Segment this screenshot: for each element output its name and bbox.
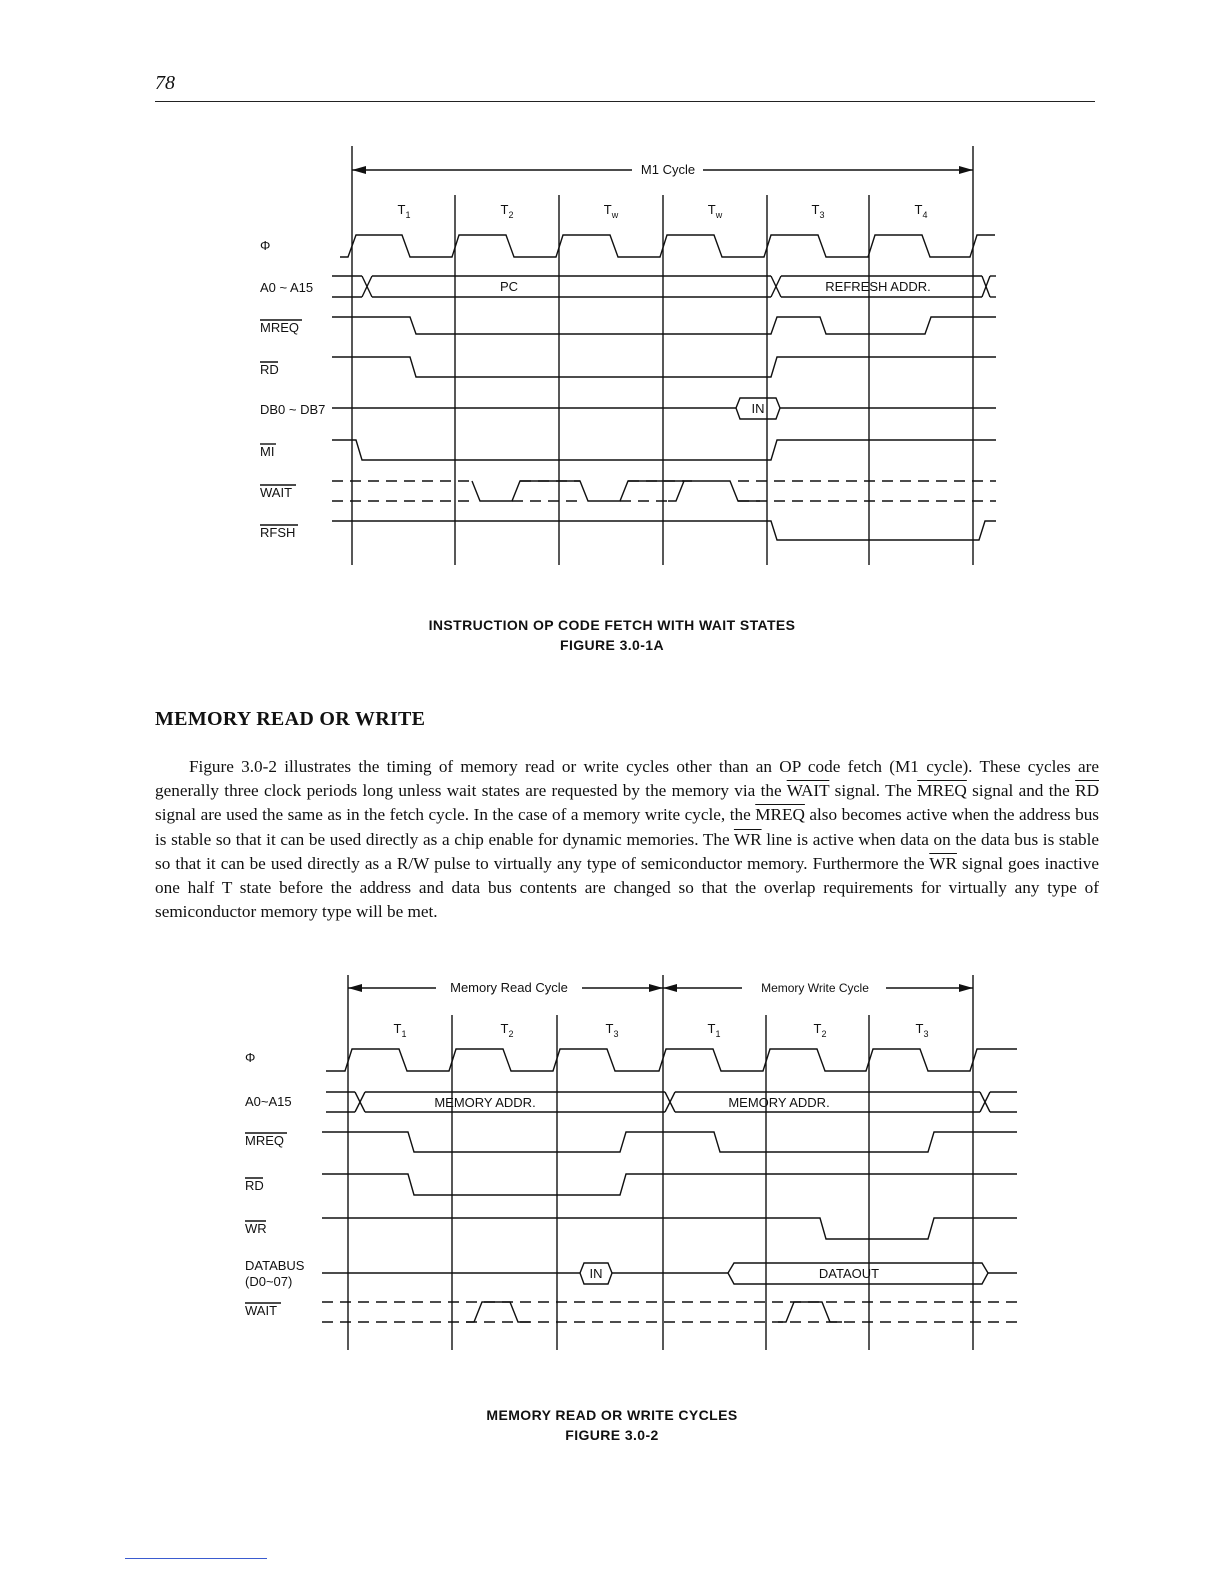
wait-signal-label: WAIT	[260, 485, 293, 500]
paragraph-text: signal. The	[829, 781, 918, 801]
wait-signal-label: WAIT	[245, 1303, 278, 1318]
t-state-label: T	[811, 202, 820, 217]
svg-text:T3	[916, 1021, 929, 1039]
in-data-label: IN	[751, 401, 765, 416]
figure-1-caption-title: INSTRUCTION OP CODE FETCH WITH WAIT STATES	[428, 617, 796, 633]
figure-2-caption-number: FIGURE 3.0-2	[565, 1427, 659, 1443]
t-state-label: T	[914, 202, 923, 217]
t-state-sub: 2	[508, 210, 514, 220]
mreq-waveform	[332, 317, 996, 334]
t-state-sub: 3	[819, 210, 825, 220]
clock-waveform	[326, 1049, 1017, 1071]
t-state-sub: 3	[923, 1029, 929, 1039]
wr-waveform	[322, 1218, 1017, 1239]
mreq-waveform	[322, 1132, 1017, 1152]
address-signal-label: A0 ~ A15	[260, 280, 314, 295]
svg-text:T3	[812, 202, 825, 220]
paragraph-text: also becomes active when the address bus is stable so that it can be used directly as a chip enable for dynamic memories. The	[155, 805, 1099, 849]
mreq-signal-label: MREQ	[245, 1133, 284, 1148]
page-number: 78	[155, 72, 175, 94]
data-bus-signal-label: DB0 ~ DB7	[260, 402, 326, 417]
svg-text:T2	[501, 1021, 514, 1039]
svg-text:T2	[501, 202, 514, 220]
t-state-label: T	[500, 1021, 509, 1036]
in-data-label: IN	[589, 1266, 603, 1281]
t-state-sub: 4	[922, 210, 928, 220]
paragraph-text: line is active when data on the data bus is stable so that it can be used directly as a R/W pulse to virtually any type of semiconductor memory. Furthermore the	[155, 829, 1099, 873]
svg-text:Tw	[708, 202, 723, 220]
databus-signal-sublabel: (D0~07)	[245, 1274, 293, 1289]
svg-text:T2	[814, 1021, 827, 1039]
t-state-label: T	[915, 1021, 924, 1036]
footer-link-rule	[125, 1558, 267, 1559]
read-address-bus-label: MEMORY ADDR.	[434, 1095, 536, 1110]
wait-waveform	[322, 1302, 1017, 1322]
write-address-bus-label: MEMORY ADDR.	[728, 1095, 830, 1110]
t-state-label: T	[393, 1021, 402, 1036]
t-state-label: T	[605, 1021, 614, 1036]
address-bus-waveform	[326, 1092, 1017, 1112]
pc-bus-label: PC	[499, 279, 519, 294]
data-bus-waveform	[322, 1263, 1017, 1284]
t-state-label: T	[707, 1021, 716, 1036]
paragraph-signal-wr: $\overline{WR}$	[929, 853, 957, 873]
clock-waveform	[340, 235, 995, 257]
svg-text:T1	[394, 1021, 407, 1039]
clock-signal-label: Φ	[245, 1050, 256, 1065]
paragraph-signal-rd: $\overline{RD}$	[1075, 781, 1099, 801]
rd-waveform	[322, 1174, 1017, 1195]
header-rule	[155, 101, 1095, 102]
rfsh-waveform	[332, 521, 996, 540]
mreq-signal-label: MREQ	[260, 320, 299, 335]
address-signal-label: A0~A15	[245, 1094, 292, 1109]
rd-signal-label: RD	[260, 362, 279, 377]
wait-waveform	[332, 481, 996, 501]
paragraph-text: signal are used the same as in the fetch cycle. In the case of a memory write cycle, the	[155, 805, 756, 825]
paragraph-text: signal and the	[966, 781, 1076, 801]
t-state-sub: 3	[613, 1029, 619, 1039]
t-state-sub: 2	[821, 1029, 827, 1039]
t-state-label: T	[603, 202, 612, 217]
svg-text:T4	[915, 202, 928, 220]
wr-signal-label: WR	[245, 1221, 267, 1236]
dataout-label: DATAOUT	[818, 1266, 880, 1281]
timing-diagram-fig-3-0-2	[0, 970, 1224, 1360]
data-bus-waveform	[332, 398, 996, 419]
timing-diagram-fig-3-0-1a	[0, 140, 1224, 580]
t-state-sub: 2	[508, 1029, 514, 1039]
figure-1-caption-number: FIGURE 3.0-1A	[560, 637, 664, 653]
paragraph-signal-wr: $\overline{WR}$	[733, 829, 762, 849]
rd-waveform	[332, 357, 996, 377]
refresh-address-bus-label: REFRESH ADDR.	[825, 279, 931, 294]
svg-text:T1	[708, 1021, 721, 1039]
t-state-label: T	[813, 1021, 822, 1036]
t-state-label: T	[707, 202, 716, 217]
rd-signal-label: RD	[245, 1178, 264, 1193]
paragraph-text: Figure 3.0-2 illustrates the timing of memory read or write cycles other than an OP code fetch (M1 cycle). These cycles are generally three clock periods long unless wait states are requested by the memory via the	[155, 757, 1099, 801]
m1-waveform	[332, 440, 996, 460]
t-state-label: T	[500, 202, 509, 217]
m1-cycle-label: M1 Cycle	[640, 162, 696, 177]
t-state-label: T	[397, 202, 406, 217]
paragraph-signal-mreq: MREQ	[755, 805, 805, 825]
t-state-sub: 1	[715, 1029, 721, 1039]
svg-text:Tw	[604, 202, 619, 220]
t-state-sub: 1	[405, 210, 411, 220]
memory-read-cycle-label: Memory Read Cycle	[450, 980, 568, 995]
body-paragraph	[155, 755, 1099, 924]
t-state-sub: 1	[401, 1029, 407, 1039]
figure-2-caption-title: MEMORY READ OR WRITE CYCLES	[486, 1407, 738, 1423]
svg-text:T3	[606, 1021, 619, 1039]
svg-text:T1	[398, 202, 411, 220]
memory-write-cycle-label: Memory Write Cycle	[761, 981, 869, 995]
clock-signal-label: Φ	[260, 238, 271, 253]
paragraph-signal-mreq: MREQ	[917, 781, 967, 801]
paragraph-signal-wait: WAIT	[786, 781, 830, 801]
databus-signal-label: DATABUS	[245, 1258, 305, 1273]
t-state-sub: w	[611, 210, 619, 220]
t-state-sub: w	[715, 210, 723, 220]
section-heading: MEMORY READ OR WRITE	[155, 708, 426, 730]
paragraph-text: signal goes inactive one half T state before the address and data bus contents are changed so that the overlap requirements for virtually any type of semiconductor memory type will be met.	[155, 853, 1099, 922]
rfsh-signal-label: RFSH	[260, 525, 296, 540]
m1-signal-label: MI	[260, 444, 275, 459]
